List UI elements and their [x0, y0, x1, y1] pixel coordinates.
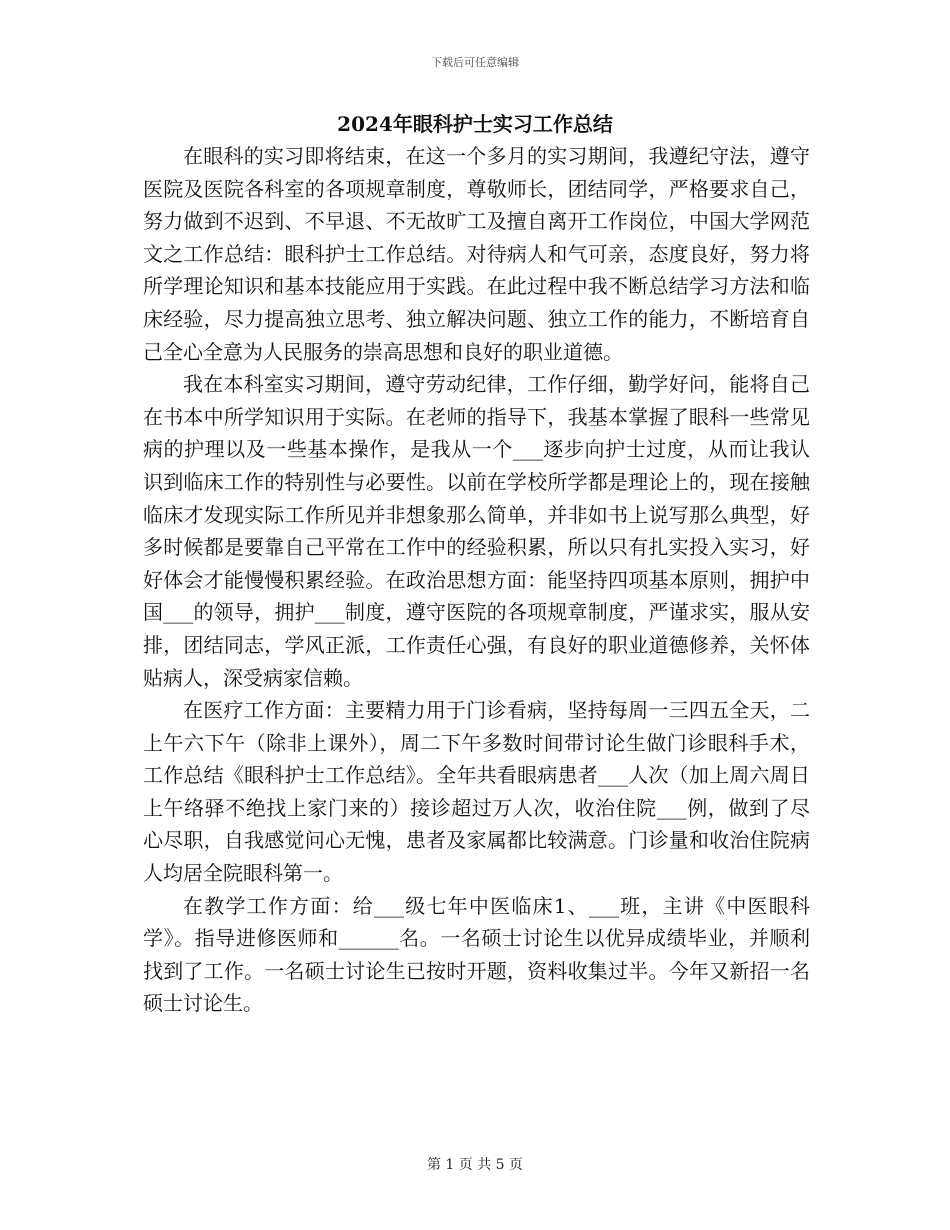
paragraph-teaching-work: 在教学工作方面：给___级七年中医临床1、___班，主讲《中医眼科学》。指导进修医师和______名。一名硕士讨论生以优异成绩毕业，并顺利找到了工作。一名硕士讨论生已按时开题，资料收集过半。今年又新招一名硕士讨论生。	[143, 893, 810, 1016]
paragraph-medical-work: 在医疗工作方面：主要精力用于门诊看病，坚持每周一三四五全天，二上午六下午（除非上课外），周二下午多数时间带讨论生做门诊眼科手术，工作总结《眼科护士工作总结》。全年共看眼病患者___人次（加上周六周日上午络驿不绝找上家门来的）接诊超过万人次，收治住院___例，做到了尽心尽职，自我感觉问心无愧，患者及家属都比较满意。门诊量和收治住院病人均居全院眼科第一。	[143, 698, 810, 886]
paragraph-department-practice: 我在本科室实习期间，遵守劳动纪律，工作仔细，勤学好问，能将自己在书本中所学知识用于实际。在老师的指导下，我基本掌握了眼科一些常见病的护理以及一些基本操作，是我从一个___逐步向护士过度，从而让我认识到临床工作的特别性与必要性。以前在学校所学都是理论上的，现在接触临床才发现实际工作所见并非想象那么简单，并非如书上说写那么典型，好多时候都是要靠自己平常在工作中的经验积累，所以只有扎实投入实习，好好体会才能慢慢积累经验。在政治思想方面：能坚持四项基本原则，拥护中国___的领导，拥护___制度，遵守医院的各项规章制度，严谨求实，服从安排，团结同志，学风正派，工作责任心强，有良好的职业道德修养，关怀体贴病人，深受病家信赖。	[143, 372, 810, 690]
paragraph-internship-overview: 在眼科的实习即将结束，在这一个多月的实习期间，我遵纪守法，遵守医院及医院各科室的各项规章制度，尊敬师长，团结同学，严格要求自己，努力做到不迟到、不早退、不无故旷工及擅自离开工作岗位，中国大学网范文之工作总结：眼科护士工作总结。对待病人和气可亲，态度良好，努力将所学理论知识和基本技能应用于实践。在此过程中我不断总结学习方法和临床经验，尽力提高独立思考、独立解决问题、独立工作的能力，不断培育自己全心全意为人民服务的崇高思想和良好的职业道德。	[143, 144, 810, 364]
page-number: 第 1 页 共 5 页	[426, 1157, 524, 1173]
document-body	[143, 140, 810, 1020]
header-note: 下载后可任意编辑	[431, 56, 519, 69]
document-title: 2024年眼科护士实习工作总结	[337, 112, 613, 136]
